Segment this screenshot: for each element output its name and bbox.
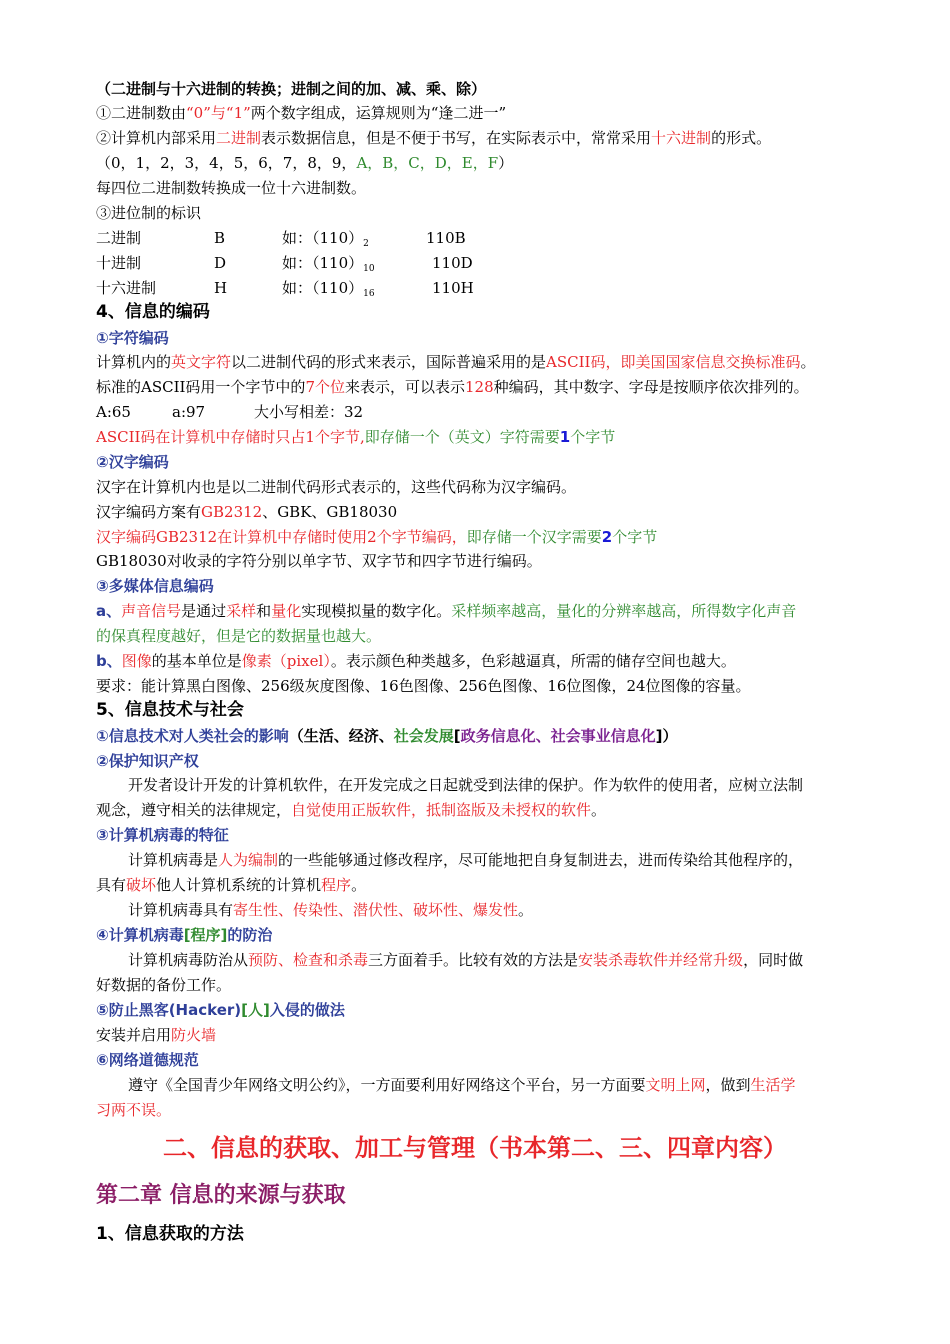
text: 计算机内的 <box>96 353 172 371</box>
text: 的基本单位是 <box>151 652 242 670</box>
highlight: 破坏 <box>126 876 157 894</box>
ethics-line2: 习两不误。 <box>96 1101 172 1119</box>
highlight: 即存储一个（英文）字符需要 <box>364 428 560 446</box>
text: 的形式。 <box>711 129 772 147</box>
subheading-virus: ③计算机病毒的特征 <box>96 826 229 844</box>
virus-traits-line <box>128 900 533 920</box>
label: b、 <box>96 652 122 670</box>
subheading-chinese-encoding: ②汉字编码 <box>96 453 169 471</box>
base-letter: B <box>214 229 226 247</box>
text: 。 <box>351 876 367 894</box>
highlight: 社会发展 <box>393 727 454 745</box>
text: 表示数据信息，但是不便于书写，在实际表示中，常常采用 <box>261 129 652 147</box>
example-text: 如：（110） <box>282 229 364 247</box>
highlight: 个字节 <box>612 528 658 546</box>
binary-rule-line <box>96 103 506 123</box>
text: ]） <box>655 727 678 745</box>
text: ，做到 <box>705 1076 751 1094</box>
label: a、 <box>96 602 122 620</box>
base-example <box>282 228 369 254</box>
text: 。 <box>591 801 607 819</box>
section-heading-encoding: 4、信息的编码 <box>96 302 210 322</box>
text: 他人计算机系统的计算机 <box>156 876 322 894</box>
virus-paragraph-line2 <box>96 875 366 895</box>
text: 的一些能够通过修改程序，尽可能地把自身复制进去，进而传染给其他程序的， <box>278 851 804 869</box>
text: 观念，遵守相关的法律规定， <box>96 801 292 819</box>
text: ②计算机内部采用 <box>96 129 217 147</box>
firewall-line <box>96 1025 216 1045</box>
number: 2 <box>601 528 613 546</box>
chinese-encoding-line: 汉字在计算机内也是以二进制代码形式表示的，这些代码称为汉字编码。 <box>96 478 577 496</box>
base-example <box>282 253 375 279</box>
subheading-prevention <box>96 925 272 945</box>
base-name: 十六进制 <box>96 279 157 297</box>
case-difference: 大小写相差：32 <box>254 403 364 421</box>
ascii-bits-line <box>96 377 809 397</box>
highlight: 个字节 <box>570 428 616 446</box>
highlight: 文明上网 <box>645 1076 706 1094</box>
highlight: 采样 <box>226 602 257 620</box>
highlight: 声音信号 <box>121 602 182 620</box>
text: 是通过 <box>181 602 227 620</box>
text: 来表示，可以表示 <box>344 378 465 396</box>
highlight: 汉字编码GB2312在计算机中存储时使用2个字节编码， <box>96 528 467 546</box>
image-line <box>96 651 736 671</box>
four-bit-line: 每四位二进制数转换成一位十六进制数。 <box>96 179 367 197</box>
subheading-char-encoding: ①字符编码 <box>96 329 169 347</box>
section-heading-society: 5、信息技术与社会 <box>96 700 244 720</box>
subheading-multimedia: ③多媒体信息编码 <box>96 577 214 595</box>
text: 遵守《全国青少年网络文明公约》，一方面要利用好网络这个平台，另一方面要 <box>128 1076 646 1094</box>
subscript: 16 <box>363 289 375 299</box>
highlight: 政务信息化、社会事业信息化 <box>460 727 656 745</box>
text: 、GBK、GB18030 <box>262 503 398 521</box>
base-letter: D <box>214 254 227 272</box>
text: 种编码，其中数字、字母是按顺序依次排列的。 <box>493 378 809 396</box>
ethics-line1 <box>128 1075 796 1095</box>
highlight: ASCII码，即美国国家信息交换标准码 <box>546 353 801 371</box>
ascii-intro-line <box>96 352 816 372</box>
highlight: 英文字符 <box>171 353 232 371</box>
gb18030-line: GB18030对收录的字符分别以单字节、双字节和四字节进行编码。 <box>96 552 542 570</box>
number: 1 <box>559 428 571 446</box>
value-upper-a: A:65 <box>96 403 131 421</box>
text: 计算机病毒是 <box>128 851 219 869</box>
highlight: 图像 <box>121 652 152 670</box>
text: ①二进制数由 <box>96 104 187 122</box>
base-name: 二进制 <box>96 229 142 247</box>
base-result: 110D <box>432 254 473 272</box>
highlight: [程序] <box>183 926 228 944</box>
highlight: 自觉使用正版软件，抵制盗版及未授权的软件 <box>291 801 592 819</box>
text: 计算机病毒具有 <box>128 901 234 919</box>
highlight: GB2312 <box>201 503 263 521</box>
subheading-ethics: ⑥网络道德规范 <box>96 1051 199 1069</box>
highlight: 即存储一个汉字需要 <box>466 528 602 546</box>
text: 入侵的做法 <box>269 1001 345 1019</box>
highlight: [人] <box>241 1001 270 1019</box>
highlight: 程序 <box>321 876 352 894</box>
text: 和 <box>256 602 272 620</box>
highlight: 像素（pixel） <box>241 652 331 670</box>
text: ，同时做 <box>743 951 804 969</box>
text: ） <box>498 154 514 172</box>
ascii-storage-line <box>96 427 615 447</box>
highlight: 防火墙 <box>171 1026 217 1044</box>
example-text: 如：（110） <box>282 279 364 297</box>
highlight: ①信息技术对人类社会的影响 <box>96 727 289 745</box>
text: 的防治 <box>227 926 273 944</box>
text: 。 <box>800 353 816 371</box>
subscript: 2 <box>363 239 369 249</box>
base-example <box>282 278 375 304</box>
chinese-schemes-line <box>96 502 397 522</box>
virus-paragraph-line1 <box>128 850 803 870</box>
highlight: 寄生性、传染性、潜伏性、破坏性、爆发性 <box>233 901 519 919</box>
base-result: 110B <box>426 229 466 247</box>
base-name: 十进制 <box>96 254 142 272</box>
highlight: 128 <box>465 378 494 396</box>
ip-paragraph-line1: 开发者设计开发的计算机软件，在开发完成之日起就受到法律的保护。作为软件的使用者，应树立法制 <box>128 776 804 794</box>
highlight: 7个位 <box>305 378 345 396</box>
internal-binary-line <box>96 128 771 148</box>
highlight: A，B，C，D，E，F <box>356 154 499 172</box>
chapter-two-title: 第二章 信息的来源与获取 <box>96 1183 346 1208</box>
highlight: 生活学 <box>750 1076 796 1094</box>
text: ⑤防止黑客(Hacker) <box>96 1001 242 1019</box>
text: 具有 <box>96 876 127 894</box>
subheading-ip: ②保护知识产权 <box>96 752 199 770</box>
highlight: 二进制 <box>216 129 262 147</box>
text: 实现模拟量的数字化。 <box>301 602 452 620</box>
sound-line-cont: 的保真程度越好，但是它的数据量也越大。 <box>96 627 382 645</box>
ip-paragraph-line2 <box>96 800 606 820</box>
text: 以二进制代码的形式来表示，国际普遍采用的是 <box>231 353 547 371</box>
text: 计算机病毒防治从 <box>128 951 249 969</box>
text: 安装并启用 <box>96 1026 172 1044</box>
text: 汉字编码方案有 <box>96 503 202 521</box>
highlight: 预防、检查和杀毒 <box>248 951 369 969</box>
text: （0，1，2，3，4，5，6，7，8，9， <box>96 154 357 172</box>
base-letter: H <box>214 279 228 297</box>
highlight: 采样频率越高，量化的分辨率越高，所得数字化声音 <box>451 602 797 620</box>
text: [ <box>453 727 461 745</box>
base-notation-title: ③进位制的标识 <box>96 204 202 222</box>
subscript: 10 <box>363 264 375 274</box>
highlight: “0”与“1” <box>186 104 251 122</box>
gb2312-storage-line <box>96 527 657 547</box>
text: ④计算机病毒 <box>96 926 184 944</box>
text: 标准的ASCII码用一个字节中的 <box>96 378 306 396</box>
binary-hex-heading: （二进制与十六进制的转换；进制之间的加、减、乘、除） <box>96 80 487 98</box>
example-text: 如：（110） <box>282 254 364 272</box>
highlight: ASCII码在计算机中存储时只占1个字节, <box>96 428 365 446</box>
hex-digits-line <box>96 153 513 173</box>
base-result: 110H <box>432 279 474 297</box>
text: 。表示颜色种类越多，色彩越逼真，所需的储存空间也越大。 <box>330 652 736 670</box>
image-capacity-line: 要求：能计算黑白图像、256级灰度图像、16色图像、256色图像、16位图像，24位图像的容量。 <box>96 677 751 695</box>
text: （生活、经济、 <box>288 727 394 745</box>
part-two-title: 二、信息的获取、加工与管理（书本第二、三、四章内容） <box>163 1134 787 1162</box>
subheading-hacker <box>96 1000 345 1020</box>
sound-line <box>96 601 796 621</box>
section-heading-methods: 1、信息获取的方法 <box>96 1224 244 1244</box>
prevention-line1 <box>128 950 803 970</box>
impact-heading <box>96 726 677 746</box>
highlight: 安装杀毒软件并经常升级 <box>578 951 744 969</box>
value-lower-a: a:97 <box>172 403 206 421</box>
text: 两个数字组成，运算规则为“逢二进一” <box>250 104 507 122</box>
text: 。 <box>518 901 534 919</box>
text: 三方面着手。比较有效的方法是 <box>368 951 579 969</box>
highlight: 量化 <box>271 602 302 620</box>
prevention-line2: 好数据的备份工作。 <box>96 976 232 994</box>
highlight: 十六进制 <box>651 129 712 147</box>
highlight: 人为编制 <box>218 851 279 869</box>
